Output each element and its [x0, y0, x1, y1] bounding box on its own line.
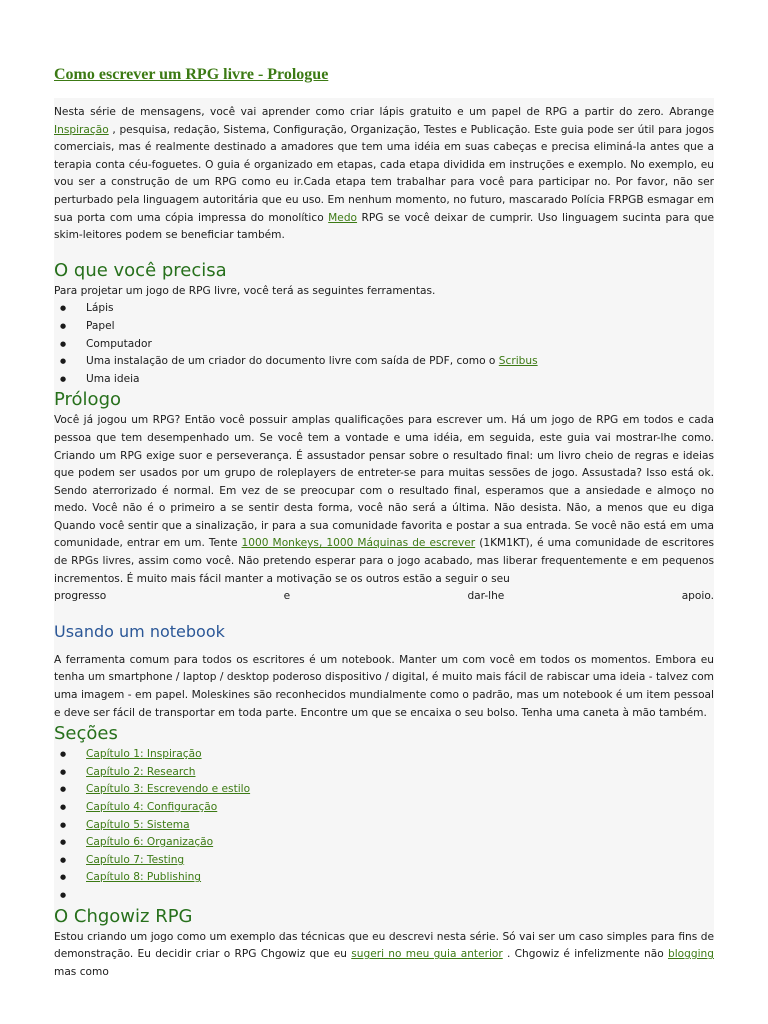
- intro-text-1: Nesta série de mensagens, você vai aprender como criar lápis gratuito e um papel de RPG a partir do zero. Abrange: [54, 106, 714, 118]
- list-item: [54, 353, 714, 371]
- heading-secoes: Seções: [54, 723, 118, 745]
- need-lead: Para projetar um jogo de RPG livre, você terá as seguintes ferramentas.: [54, 284, 436, 297]
- intro-text-2: , pesquisa, redação, Sistema, Configuração, Organização, Testes e Publicação. Este guia pode ser útil para jogos comerciais, mas é realmente destinado a amadores que tem uma idéia em suas cabeças e precisa eliminá-la antes que a terapia conta céu-foguetes. O guia é organizado em etapas, cada etapa dividida em instruções e exemplo. No exemplo, eu vou ser a construção de um RPG como eu ir.Cada etapa tem trabalhar para você para participar no. Por favor, não ser perturbado pela linguagem autoritária que eu uso. Em nenhum momento, no futuro, mascarado Polícia FRPGB esmagar em sua porta com uma cópia impressa do monolítico: [54, 123, 714, 224]
- list-item-text: Uma instalação de um criador do documento livre com saída de PDF, como o: [86, 355, 499, 368]
- word: e: [283, 590, 291, 603]
- prologo-text-1: Você já jogou um RPG? Então você possuir amplas qualificações para escrever um. Há um jogo de RPG em todos e cada pessoa que tem desempenhado um. Se você tem a vontade e uma idéia, em seguida, este guia vai mostrar-lhe como. Criando um RPG exige suor e perseverança. É assustador pensar sobre o resultado final: um livro cheio de regras e ideias que podem ser usados por um grupo de roleplayers de entreter-se para muitas sessões de jogo. Assustada? Isso está ok. Sendo aterrorizado é normal. Em vez de se preocupar com o resultado final, esperamos que a ansiedade e almoço no medo. Você não é o primeiro a se sentir desta forma, você não será a última. Não desista. Não, a menos que eu diga Quando você sentir que a sinalização, ir para a sua comunidade favorita e postar a sua entrada. Se você não está em uma comunidade, entrar em um. Tente: [54, 414, 714, 550]
- scribus-link[interactable]: Scribus: [498, 355, 538, 368]
- word: dar-lhe: [467, 590, 505, 603]
- section-item[interactable]: [54, 781, 714, 799]
- blogging-link[interactable]: blogging: [668, 948, 714, 961]
- page-title[interactable]: Como escrever um RPG livre - Prologue: [54, 66, 329, 83]
- section-item[interactable]: [54, 799, 714, 817]
- prologo-text-2: (1KM1KT), é uma comunidade de escritores de RPGs livres, assim como você. Não pretendo esperar para o jogo acabado, mas liberar frequentemente e em pequenos incrementos. É muito mais fácil manter a motivação se os outros estão a seguir o seu: [54, 537, 715, 585]
- prologo-paragraph: [54, 412, 714, 588]
- article-body: [54, 104, 714, 981]
- word: apoio.: [681, 590, 714, 603]
- section-item[interactable]: [54, 834, 714, 852]
- section-item[interactable]: [54, 817, 714, 835]
- chapter-2-link[interactable]: Capítulo 2: Research: [86, 765, 196, 778]
- chgowiz-paragraph: [54, 929, 714, 982]
- empty-list-item: [54, 887, 714, 905]
- section-item[interactable]: [54, 852, 714, 870]
- list-item: ● Uma ideia: [54, 371, 714, 389]
- monkeys-link[interactable]: 1000 Monkeys, 1000 Máquinas de escrever: [241, 537, 476, 550]
- heading-notebook: Usando um notebook: [54, 621, 225, 641]
- notebook-paragraph: A ferramenta comum para todos os escritores é um notebook. Manter um com você em todos os momentos. Embora eu tenha um smartphone / laptop / desktop poderoso dispositivo / digital, é muito mais fácil de rabiscar uma ideia - talvez com uma imagem - em papel. Moleskines são reconhecidos mundialmente como o padrão, mas um notebook é um item pessoal e deve ser fácil de transportar em toda parte. Encontre um que se encaixa o seu bolso. Tenha uma caneta à mão também.: [54, 653, 714, 719]
- heading-prologo: Prólogo: [54, 389, 122, 411]
- chapter-3-link[interactable]: Capítulo 3: Escrevendo e estilo: [86, 783, 251, 796]
- chapter-5-link[interactable]: Capítulo 5: Sistema: [86, 818, 190, 831]
- heading-what-you-need: O que você precisa: [54, 259, 227, 281]
- chapter-7-link[interactable]: Capítulo 7: Testing: [86, 853, 185, 866]
- section-item[interactable]: [54, 746, 714, 764]
- section-item[interactable]: [54, 764, 714, 782]
- chapter-8-link[interactable]: Capítulo 8: Publishing: [86, 871, 202, 884]
- list-item: ● Computador: [54, 336, 714, 354]
- heading-chgowiz: O Chgowiz RPG: [54, 905, 193, 927]
- chapter-4-link[interactable]: Capítulo 4: Configuração: [86, 801, 218, 813]
- intro-paragraph: [54, 104, 714, 245]
- section-item[interactable]: [54, 869, 714, 887]
- intro-text-3: RPG se você deixar de cumprir. Uso linguagem sucinta para que skim-leitores podem se beneficiar também.: [54, 211, 714, 242]
- guia-anterior-link[interactable]: sugeri no meu guia anterior: [351, 948, 503, 961]
- word: progresso: [54, 590, 107, 603]
- chgowiz-text-3: mas como: [54, 965, 109, 978]
- tools-list: [54, 300, 714, 388]
- prologo-last-line: [54, 588, 714, 606]
- medo-link[interactable]: Medo: [328, 211, 358, 224]
- chgowiz-text-1: Estou criando um jogo como um exemplo das técnicas que eu descrevi nesta série. Só vai ser um caso simples para fins de demonstração. Eu decidir criar o RPG Chgowiz que eu: [54, 930, 714, 961]
- sections-list: [54, 746, 714, 904]
- chapter-6-link[interactable]: Capítulo 6: Organização: [86, 836, 214, 849]
- chgowiz-text-2: . Chgowiz é infelizmente não: [502, 948, 668, 961]
- inspiracao-link[interactable]: Inspiração: [54, 123, 109, 136]
- list-item: ● Lápis: [54, 300, 714, 318]
- list-item: ● Papel: [54, 318, 714, 336]
- chapter-1-link[interactable]: Capítulo 1: Inspiração: [86, 748, 202, 761]
